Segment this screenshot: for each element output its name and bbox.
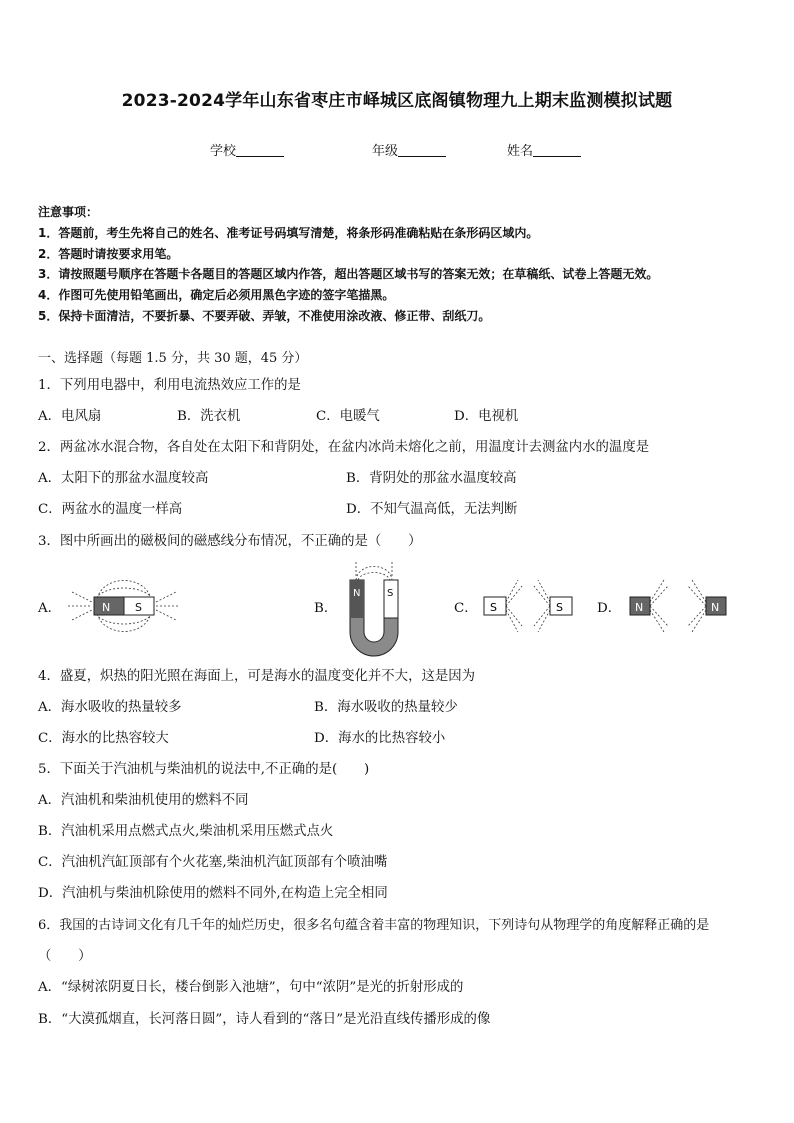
note-item: 2．答题时请按要求用笔。 xyxy=(38,247,179,261)
q6-option-a[interactable]: A．“绿树浓阴夏日长，楼台倒影入池塘”，句中“浓阴”是光的折射形成的 xyxy=(38,980,464,995)
q2-option-b[interactable]: B．背阴处的那盆水温度较高 xyxy=(346,471,517,486)
two-s-poles-figure-c xyxy=(478,576,578,636)
pole-s-label: S xyxy=(556,601,563,614)
q2-option-d[interactable]: D．不知气温高低，无法判断 xyxy=(346,502,518,517)
school-field[interactable]: 学校 xyxy=(210,140,284,159)
q5-stem: 5．下面关于汽油机与柴油机的说法中,不正确的是( ) xyxy=(38,762,370,777)
u-magnet-figure-b xyxy=(340,558,412,658)
q1-stem: 1．下列用电器中，利用电流热效应工作的是 xyxy=(38,378,301,393)
q3-option-c[interactable]: C． xyxy=(454,601,478,616)
pole-n-label: N xyxy=(711,601,720,614)
q5-option-a[interactable]: A．汽油机和柴油机使用的燃料不同 xyxy=(38,793,249,808)
pole-s-label: S xyxy=(490,601,497,614)
q2-option-c[interactable]: C．两盆水的温度一样高 xyxy=(38,502,183,517)
note-item: 3．请按照题号顺序在答题卡各题目的答题区域内作答，超出答题区域书写的答案无效；在草稿纸、试卷上答题无效。 xyxy=(38,267,659,281)
q1-option-a[interactable]: A．电风扇 xyxy=(38,409,102,424)
q5-option-c[interactable]: C．汽油机汽缸顶部有个火花塞,柴油机汽缸顶部有个喷油嘴 xyxy=(38,855,388,870)
q4-option-a[interactable]: A．海水吸收的热量较多 xyxy=(38,700,182,715)
note-item: 1．答题前，考生先将自己的姓名、准考证号码填写清楚，将条形码准确粘贴在条形码区域内。 xyxy=(38,226,539,240)
q5-option-d[interactable]: D．汽油机与柴油机除使用的燃料不同外,在构造上完全相同 xyxy=(38,886,388,901)
q3-option-a[interactable]: A． xyxy=(38,601,62,616)
two-n-poles-figure-d xyxy=(626,576,730,636)
q6-stem: 6．我国的古诗词文化有几千年的灿烂历史，很多名句蕴含着丰富的物理知识，下列诗句从物理学的角度解释正确的是 xyxy=(38,918,710,933)
q3-stem: 3．图中所画出的磁极间的磁感线分布情况，不正确的是（ ） xyxy=(38,534,422,549)
q1-option-b[interactable]: B．洗衣机 xyxy=(177,409,241,424)
note-item: 5．保持卡面清洁，不要折暴、不要弄破、弄皱，不准使用涂改液、修正带、刮纸刀。 xyxy=(38,309,491,323)
pole-n-label: N xyxy=(102,601,111,614)
q4-option-b[interactable]: B．海水吸收的热量较少 xyxy=(314,700,458,715)
q1-option-c[interactable]: C．电暖气 xyxy=(316,409,380,424)
q4-option-c[interactable]: C．海水的比热容较大 xyxy=(38,731,169,746)
q2-stem: 2．两盆冰水混合物，各自处在太阳下和背阴处，在盆内冰尚未熔化之前，用温度计去测盆内水的温度是 xyxy=(38,440,650,455)
pole-n-label: N xyxy=(353,588,361,599)
q4-option-d[interactable]: D．海水的比热容较小 xyxy=(314,731,446,746)
q2-option-a[interactable]: A．太阳下的那盆水温度较高 xyxy=(38,471,209,486)
grade-field[interactable]: 年级 xyxy=(372,140,446,159)
pole-s-label: S xyxy=(387,588,394,599)
q6-paren: （ ） xyxy=(38,949,92,964)
q6-option-b[interactable]: B．“大漠孤烟直，长河落日圆”，诗人看到的“落日”是光沿直线传播形成的像 xyxy=(38,1012,491,1027)
page-title: 2023-2024学年山东省枣庄市峄城区底阁镇物理九上期末监测模拟试题 xyxy=(121,91,673,111)
q5-option-b[interactable]: B．汽油机采用点燃式点火,柴油机采用压燃式点火 xyxy=(38,824,334,839)
note-item: 4．作图可先使用铅笔画出，确定后必须用黑色字迹的签字笔描黑。 xyxy=(38,288,395,302)
bar-magnet-figure-a xyxy=(64,572,184,640)
q4-stem: 4．盛夏，炽热的阳光照在海面上，可是海水的温度变化并不大，这是因为 xyxy=(38,669,476,684)
section-heading: 一、选择题（每题 1.5 分，共 30 题，45 分） xyxy=(38,351,308,366)
q3-option-b[interactable]: B． xyxy=(314,601,338,616)
q1-option-d[interactable]: D．电视机 xyxy=(454,409,519,424)
pole-s-label: S xyxy=(135,601,142,614)
q3-option-d[interactable]: D． xyxy=(597,601,622,616)
pole-n-label: N xyxy=(635,601,644,614)
name-field[interactable]: 姓名 xyxy=(507,140,581,159)
notes-heading: 注意事项： xyxy=(38,205,99,219)
